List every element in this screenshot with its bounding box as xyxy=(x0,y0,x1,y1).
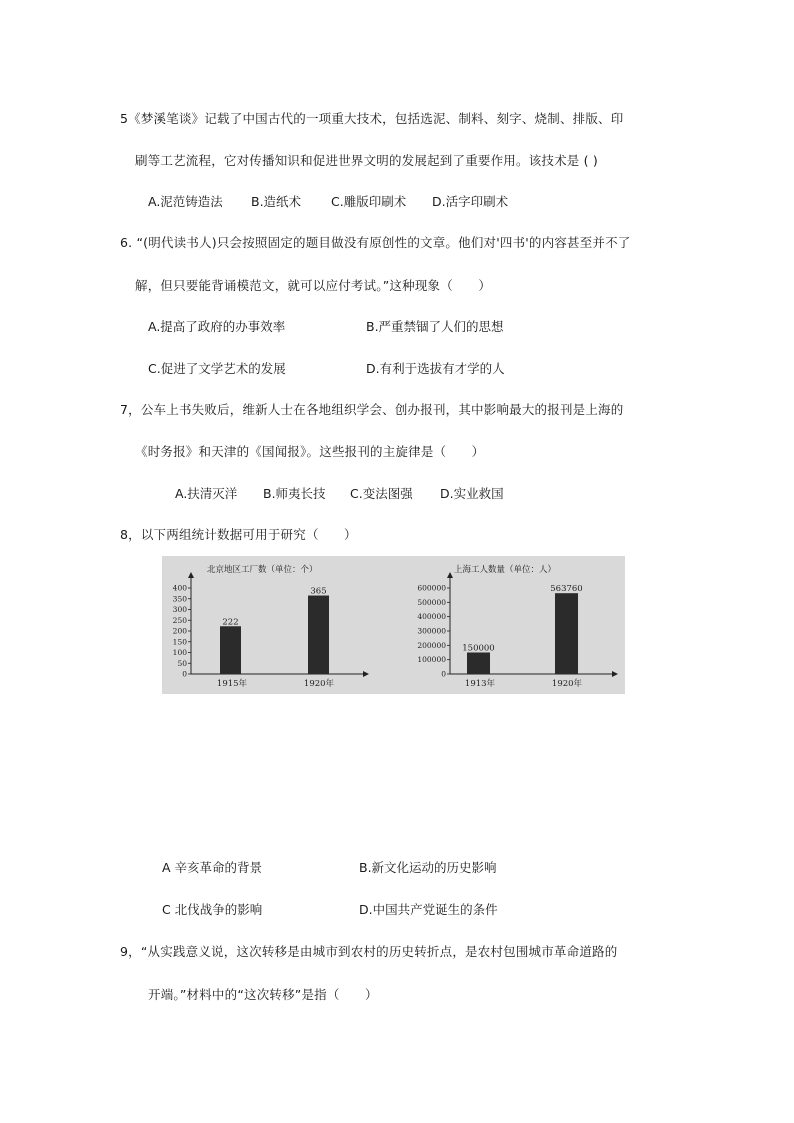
q8-option-a: A 辛亥革命的背景 xyxy=(162,860,263,875)
y-tick-label: 0 xyxy=(182,669,187,679)
q5-option-d: D.活字印刷术 xyxy=(432,194,509,209)
q8-option-d: D.中国共产党诞生的条件 xyxy=(359,902,498,917)
y-tick-label: 250 xyxy=(172,615,187,625)
q6-stem-line1: 6. “(明代读书人)只会按照固定的题目做没有原创性的文章。他们对'四书'的内容甚至并不了 xyxy=(120,235,631,250)
q5-stem-line2: 刷等工艺流程，它对传播知识和促进世界文明的发展起到了重要作用。该技术是 ( ) xyxy=(135,153,599,168)
y-tick-label: 0 xyxy=(441,669,446,679)
q8-option-c: C 北伐战争的影响 xyxy=(162,902,263,917)
x-category-label: 1915年 xyxy=(216,679,248,689)
x-axis-arrow-icon xyxy=(363,671,369,677)
q7-stem-line2: 《时务报》和天津的《国闻报》。这些报刊的主旋律是（ ） xyxy=(135,444,485,459)
x-category-label: 1920年 xyxy=(551,679,583,689)
y-tick-label: 500000 xyxy=(417,597,446,607)
y-tick-label: 100000 xyxy=(417,655,446,665)
y-tick-label: 150 xyxy=(172,637,187,647)
y-tick-label: 50 xyxy=(177,658,187,668)
y-tick-label: 600000 xyxy=(417,583,446,593)
y-axis-arrow-icon xyxy=(447,572,453,578)
bar xyxy=(467,653,490,675)
q6-option-c: C.促进了文学艺术的发展 xyxy=(148,361,286,376)
q6-option-b: B.严重禁锢了人们的思想 xyxy=(366,319,504,334)
bar-value-label: 222 xyxy=(222,617,239,628)
bar xyxy=(308,596,329,674)
bar-value-label: 150000 xyxy=(462,643,495,654)
y-tick-label: 100 xyxy=(172,648,187,657)
y-tick-label: 400000 xyxy=(417,612,446,622)
q8-stem: 8，以下两组统计数据可用于研究（ ） xyxy=(120,527,357,542)
q7-option-a: A.扶清灭洋 xyxy=(175,486,238,501)
bar xyxy=(555,593,578,674)
y-tick-label: 200 xyxy=(172,626,187,636)
y-tick-label: 350 xyxy=(172,594,187,604)
q8-option-b: B.新文化运动的历史影响 xyxy=(359,860,497,875)
bar-value-label: 365 xyxy=(310,586,327,597)
bar xyxy=(220,626,241,674)
q5-option-b: B.造纸术 xyxy=(251,194,302,209)
q6-option-d: D.有利于选拔有才学的人 xyxy=(366,361,505,376)
statistics-figure xyxy=(162,556,625,694)
bar-value-label: 563760 xyxy=(550,584,583,595)
q9-stem-line2: 开端。”材料中的“这次转移”是指（ ） xyxy=(148,987,378,1002)
q7-option-d: D.实业救国 xyxy=(440,486,504,501)
q7-option-b: B.师夷长技 xyxy=(263,486,326,501)
y-axis-arrow-icon xyxy=(188,572,194,578)
shanghai-workers-chart xyxy=(417,564,618,689)
q5-option-a: A.泥范铸造法 xyxy=(148,194,223,209)
q9-stem-line1: 9，“从实践意义说，这次转移是由城市到农村的历史转折点，是农村包围城市革命道路的 xyxy=(120,944,618,959)
q6-option-a: A.提高了政府的办事效率 xyxy=(148,319,286,334)
q7-option-c: C.变法图强 xyxy=(350,486,413,501)
q5-stem-line1: 5《梦溪笔谈》记载了中国古代的一项重大技术，包括选泥、制料、刻字、烧制、排版、印 xyxy=(120,111,624,126)
y-tick-label: 300000 xyxy=(417,626,446,636)
statistics-charts-svg xyxy=(162,556,625,694)
x-category-label: 1913年 xyxy=(464,679,496,689)
beijing-factories-chart xyxy=(173,564,369,689)
x-axis-arrow-icon xyxy=(612,671,618,677)
q7-stem-line1: 7，公车上书失败后，维新人士在各地组织学会、创办报刊，其中影响最大的报刊是上海的 xyxy=(120,402,624,417)
x-category-label: 1920年 xyxy=(303,679,335,689)
chart-title: 北京地区工厂数（单位：个） xyxy=(207,565,318,575)
q6-stem-line2: 解，但只要能背诵模范文，就可以应付考试。”这种现象（ ） xyxy=(135,278,492,293)
y-tick-label: 300 xyxy=(172,605,187,614)
y-tick-label: 200000 xyxy=(417,640,446,650)
y-tick-label: 400 xyxy=(172,583,187,593)
chart-title: 上海工人数量（单位：人） xyxy=(454,565,557,575)
q5-option-c: C.雕版印刷术 xyxy=(331,194,407,209)
